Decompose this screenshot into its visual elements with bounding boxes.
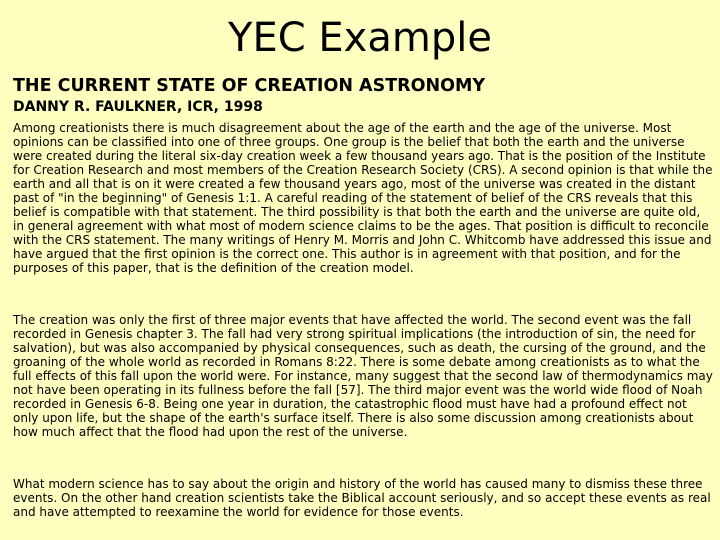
article-author: DANNY R. FAULKNER, ICR, 1998 <box>13 99 263 115</box>
slide-title: YEC Example <box>228 15 492 61</box>
paragraph-3: What modern science has to say about the origin and history of the world has caused many to dismiss these three events. On the other hand creation scientists take the Biblical account seriously, and so accept these events as real and have attempted to reexamine the world for evidence for those events. <box>13 477 711 519</box>
paragraph-2: The creation was only the first of three major events that have affected the world. The second event was the fall recorded in Genesis chapter 3. The fall had very strong spiritual implications (the introduction of sin, the need for salvation), but was also accompanied by physical consequences, such as death, the cursing of the ground, and the groaning of the whole world as recorded in Romans 8:22. There is some debate among creationists as to what the full effects of this fall upon the world were. For instance, many suggest that the second law of thermodynamics may not have been operating in its fullness before the fall [57]. The third major event was the world wide flood of Noah recorded in Genesis 6-8. Being one year in duration, the catastrophic flood must have had a profound effect not only upon life, but the shape of the earth's surface itself. There is also some discussion among creationists about how much affect that the flood had upon the rest of the universe. <box>13 313 713 439</box>
paragraph-1: Among creationists there is much disagreement about the age of the earth and the age of the universe. Most opinions can be classified into one of three groups. One group is the belief that both the earth and the universe were created during the literal six-day creation week a few thousand years ago. That is the position of the Institute for Creation Research and most members of the Creation Research Society (CRS). A second opinion is that while the earth and all that is on it were created a few thousand years ago, most of the universe was created in the distant past of "in the beginning" of Genesis 1:1. A careful reading of the statement of belief of the CRS reveals that this belief is compatible with that statement. The third possibility is that both the earth and the universe are quite old, in general agreement with what most of modern science claims to be the ages. That position is difficult to reconcile with the CRS statement. The many writings of Henry M. Morris and John C. Whitcomb have addressed this issue and have argued that the first opinion is the correct one. This author is in agreement with that position, and for the purposes of this paper, that is the definition of the creation model. <box>13 121 713 275</box>
article-heading: THE CURRENT STATE OF CREATION ASTRONOMY <box>13 76 486 96</box>
